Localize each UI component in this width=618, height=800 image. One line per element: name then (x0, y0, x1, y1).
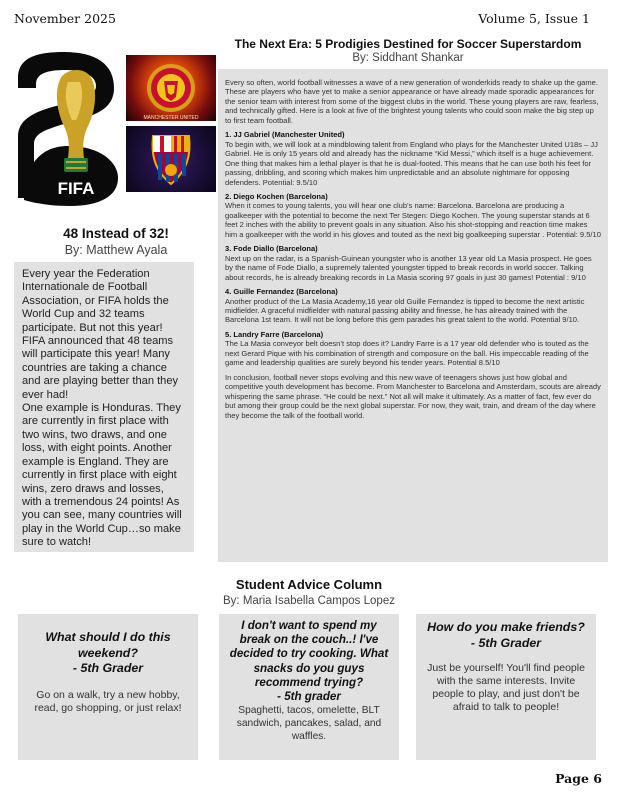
fifa-world-cup-26-logo (14, 48, 122, 208)
advice-question: What should I do this weekend? (45, 630, 171, 660)
advice-card (219, 614, 399, 760)
player-entry (225, 244, 601, 282)
player-text: When it comes to young talents, you will hear one club’s name: Barcelona. Barcelona are producing a goalkeeper with the potential to become the next Ter Stegen: Diego Kochen. The young superstar stands at 6 feet 2 inches with the ability to prevent goals in any situation. Also his shot-stopping and reaction time makes him a goalkeeper with the world in his gloves and touted as the next big goalkeeping superstar . Potential: 9.5/10 (225, 201, 601, 239)
advice-column-byline: By: Maria Isabella Campos Lopez (223, 595, 395, 607)
issue-volume: Volume 5, Issue 1 (478, 11, 590, 26)
manchester-united-crest-image (126, 55, 216, 121)
advice-answer: Go on a walk, try a new hobby, read, go shopping, or just relax! (34, 688, 182, 714)
right-article-intro: Every so often, world football witnesses a wave of a new generation of wonderkids ready to shake up the game. These are players who have yet to make a senior appearance or have already made sporadic appearances for the senior team with interest from some of the biggest clubs in the world. These young players are raw, fearless, and technically gifted. Here is a look at five of the brightest young talents who could soon make the big step up to first team football. (225, 78, 599, 125)
advice-asker: - 5th Grader (72, 661, 144, 675)
advice-answer: Just be yourself! You'll find people with the same interests. Invite people to play, and just don't be afraid to talk to people! (427, 662, 585, 713)
player-entry (225, 287, 601, 325)
advice-asker: - 5th grader (277, 690, 341, 704)
advice-card (18, 614, 198, 760)
left-article-byline: By: Matthew Ayala (64, 243, 168, 257)
right-article-title: The Next Era: 5 Prodigies Destined for Soccer Superstardom (234, 37, 582, 51)
advice-column-title: Student Advice Column (235, 577, 383, 592)
player-heading: 3. Fode Diallo (Barcelona) (225, 244, 318, 254)
player-entry (225, 192, 601, 239)
left-article-paragraph: Every year the Federation Internationale de Football Association, or FIFA holds the World Cup and 32 teams participate. But not this year! FIFA announced that 48 teams will participate this year! Many countries are taking a chance and are playing better than they ever had! (22, 268, 179, 401)
player-heading: 4. Guille Fernandez (Barcelona) (225, 287, 338, 297)
advice-card (416, 614, 596, 760)
left-article-paragraph: One example is Honduras. They are currently in first place with two wins, two draws, and one loss, with eight points. Another example is England. They are currently in first place with eight wins, zero draws and losses, with a tremendous 24 points! As you can see, many countries will play in the World Cup…so make sure to watch! (22, 402, 182, 549)
player-text: Next up on the radar, is a Spanish-Guinean youngster who is another 13 year old La Masia prospect. He goes by the name of Fode Diallo, a supremely talented youngster tipped to break records in world soccer. Talking about records, he is already breaking records in La Masia scoring 97 goals in just 30 games! Potential : 9/10 (225, 253, 592, 282)
right-article-conclusion: In conclusion, football never stops evolving and this new wave of teenagers shows just how global and competitive youth development has become. From Manchester to Barcelona and Amsterdam, scouts are already whispering the same phrase. “He could be next.” Not all will make it ultimately. As a matter of fact, few ever do but among their group could be the next global superstar. For now, they wait, train, and dream of the day where they become the talk of the football world. (225, 372, 601, 420)
mu-crest-text: MANCHESTER UNITED (143, 115, 199, 121)
right-article-body (218, 69, 608, 562)
advice-question: How do you make friends? (427, 620, 585, 634)
issue-date: November 2025 (14, 11, 116, 26)
player-text: To begin with, we will look at a mindblowing talent from England who plays for the Manchester United U18s – JJ Gabriel. He is only 15 years old and already has the nickname “Kid Messi,” which itself is a huge achievement. One thing that makes him a lethal player is that he is dual-footed. This means that he can use both his feet for passing, dribbling, and scoring which makes him unpredictable and an absolute nightmare for opposing defenders. Potential: 9.5/10 (225, 139, 598, 187)
fc-barcelona-crest-image (126, 126, 216, 192)
player-text: Another product of the La Masia Academy,16 year old Guille Fernandez is tipped to become the next artistic midfielder. A graceful midfielder with natural passing ability and finesse, he has already trained with the Barcelona 1st team. It will not be long before this gem parades his great talent to the world. Potential 9/10. (225, 296, 585, 325)
player-entry (225, 330, 601, 368)
player-heading: 1. JJ Gabriel (Manchester United) (225, 130, 345, 140)
player-entry (225, 130, 601, 187)
right-article-byline: By: Siddhant Shankar (352, 52, 464, 64)
advice-asker: - 5th Grader (470, 635, 542, 650)
fifa-wordmark: FIFA (57, 179, 95, 198)
player-text: The La Masia conveyor belt doesn’t stop does it? Landry Farre is a 17 year old defender who is touted as the next Gerard Pique with his combination of strength and composure on the ball. His impeccable reading of the game and leadership qualities are surely beyond his tender years. Potential 8.5/10 (225, 339, 589, 368)
page-number: Page 6 (555, 771, 602, 786)
player-heading: 5. Landry Farre (Barcelona) (225, 329, 324, 339)
left-article-body (14, 262, 194, 552)
left-article-title: 48 Instead of 32! (63, 226, 169, 241)
advice-question: I don't want to spend my break on the couch..! I've decided to try cooking. What snacks do you guys recommend trying? (229, 619, 389, 689)
advice-answer: Spaghetti, tacos, omelette, BLT sandwich, pancakes, salad, and waffles. (236, 705, 382, 742)
player-heading: 2. Diego Kochen (Barcelona) (225, 191, 328, 201)
